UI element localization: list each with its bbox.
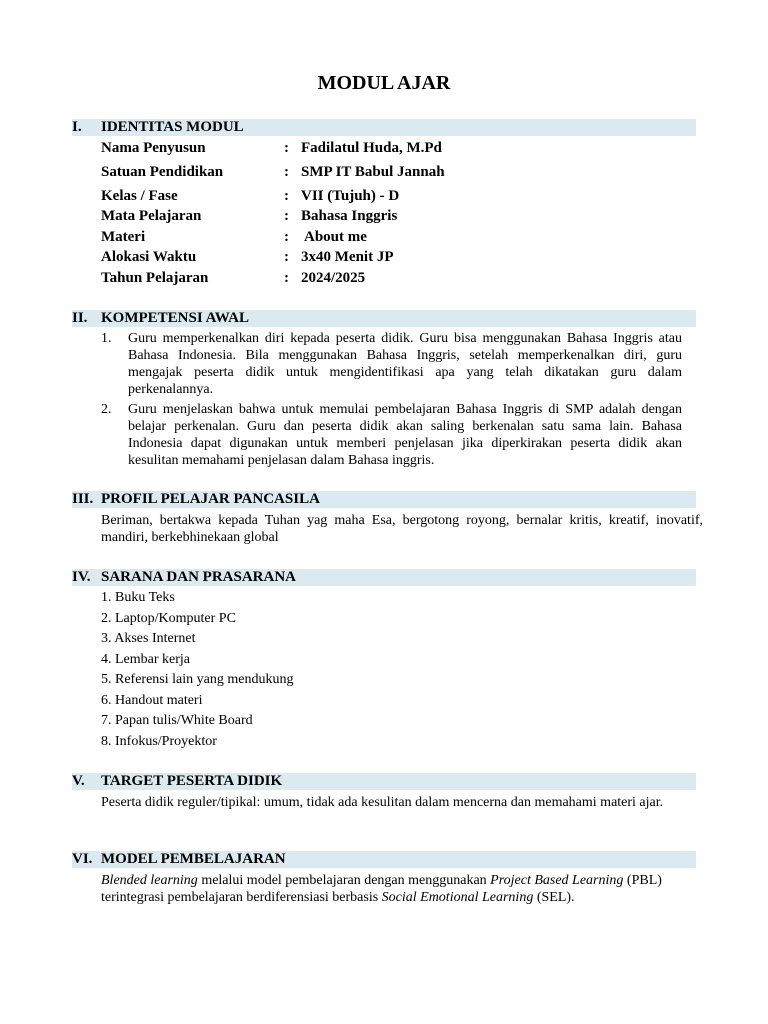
identitas-value: About me — [304, 229, 367, 245]
identitas-separator: : — [284, 270, 289, 286]
identitas-value: 2024/2025 — [301, 270, 366, 286]
model-term-blended: Blended learning — [101, 873, 198, 888]
section-number: I. — [72, 119, 82, 135]
identitas-separator: : — [284, 188, 289, 204]
identitas-separator: : — [284, 140, 289, 156]
section-identitas-heading — [72, 119, 696, 136]
identitas-key: Materi — [101, 229, 146, 245]
list-item: 2. Laptop/Komputer PC — [101, 610, 236, 626]
list-item: 5. Referensi lain yang mendukung — [101, 672, 294, 687]
identitas-separator: : — [284, 208, 289, 224]
section-kompetensi-heading — [72, 310, 696, 327]
section-number: IV. — [72, 569, 91, 585]
list-item — [101, 401, 682, 469]
section-sarana-heading — [72, 569, 696, 586]
identitas-separator: : — [284, 164, 289, 180]
identitas-key: Mata Pelajaran — [101, 208, 202, 224]
identitas-separator: : — [284, 229, 289, 245]
section-target-heading — [72, 773, 696, 790]
model-text: (SEL). — [533, 890, 575, 905]
section-label: KOMPETENSI AWAL — [101, 310, 249, 326]
section-label: MODEL PEMBELAJARAN — [101, 851, 286, 867]
section-number: VI. — [72, 851, 93, 867]
identitas-value: SMP IT Babul Jannah — [301, 164, 445, 180]
identitas-value: VII (Tujuh) - D — [301, 188, 400, 204]
identitas-key: Nama Penyusun — [101, 140, 206, 156]
list-item: 8. Infokus/Proyektor — [101, 733, 217, 749]
document-title: MODUL AJAR — [317, 72, 451, 94]
section-profil-heading — [72, 491, 696, 508]
section-number: II. — [72, 310, 88, 326]
list-item-number: 2. — [101, 402, 112, 417]
list-item: 7. Papan tulis/White Board — [101, 713, 253, 728]
model-term-sel: Social Emotional Learning — [381, 890, 534, 905]
model-text: (PBL) terintegrasi pembelajaran berdiferensiasi berbasis — [101, 873, 662, 905]
identitas-key: Alokasi Waktu — [101, 249, 197, 265]
section-label: TARGET PESERTA DIDIK — [101, 773, 283, 789]
identitas-key: Satuan Pendidikan — [101, 164, 224, 180]
target-paragraph: Peserta didik reguler/tipikal: umum, tidak ada kesulitan dalam mencerna dan memahami materi ajar. — [101, 795, 664, 810]
kompetensi-list — [101, 330, 682, 472]
list-item-text: Guru memperkenalkan diri kepada peserta didik. Guru bisa menggunakan Bahasa Inggris atau Bahasa Indonesia. Bila menggunakan Bahasa Inggris, setelah memperkenalkan diri, guru mengajak peserta didik untuk mengidentifikasi apa yang telah dikatakan guru dalam perkenalannya. — [128, 331, 682, 397]
identitas-value: 3x40 Menit JP — [301, 249, 394, 265]
section-number: III. — [72, 491, 94, 507]
list-item: 3. Akses Internet — [101, 631, 196, 646]
list-item-number: 1. — [101, 331, 112, 346]
list-item: 6. Handout materi — [101, 692, 203, 708]
profil-paragraph: Beriman, bertakwa kepada Tuhan yag maha Esa, bergotong royong, bernalar kritis, kreatif, inovatif, mandiri, berkebhinekaan global — [101, 513, 703, 545]
section-model-heading — [72, 851, 696, 868]
section-number: V. — [72, 773, 85, 789]
identitas-key: Tahun Pelajaran — [101, 270, 209, 286]
section-label: PROFIL PELAJAR PANCASILA — [101, 491, 320, 507]
model-term-pbl: Project Based Learning — [490, 873, 624, 888]
section-label: SARANA DAN PRASARANA — [101, 569, 297, 585]
identitas-separator: : — [284, 249, 289, 265]
list-item — [101, 330, 682, 398]
section-label: IDENTITAS MODUL — [101, 119, 244, 135]
identitas-key: Kelas / Fase — [101, 188, 178, 204]
model-text: melalui model pembelajaran dengan menggunakan — [197, 873, 491, 888]
sarana-list — [101, 588, 293, 752]
list-item-text: Guru menjelaskan bahwa untuk memulai pembelajaran Bahasa Inggris di SMP adalah dengan belajar perkenalan. Guru dan peserta didik akan saling berkenalan satu sama lain. Bahasa Indonesia dapat digunakan untuk memberi penjelasan jika diperkirakan peserta didik akan kesulitan memahami penjelasan dalam Bahasa inggris. — [128, 402, 682, 468]
model-paragraph — [101, 872, 703, 906]
identitas-value: Fadilatul Huda, M.Pd — [301, 140, 442, 156]
identitas-value: Bahasa Inggris — [301, 208, 398, 224]
list-item: 4. Lembar kerja — [101, 651, 191, 667]
list-item: 1. Buku Teks — [101, 590, 175, 605]
